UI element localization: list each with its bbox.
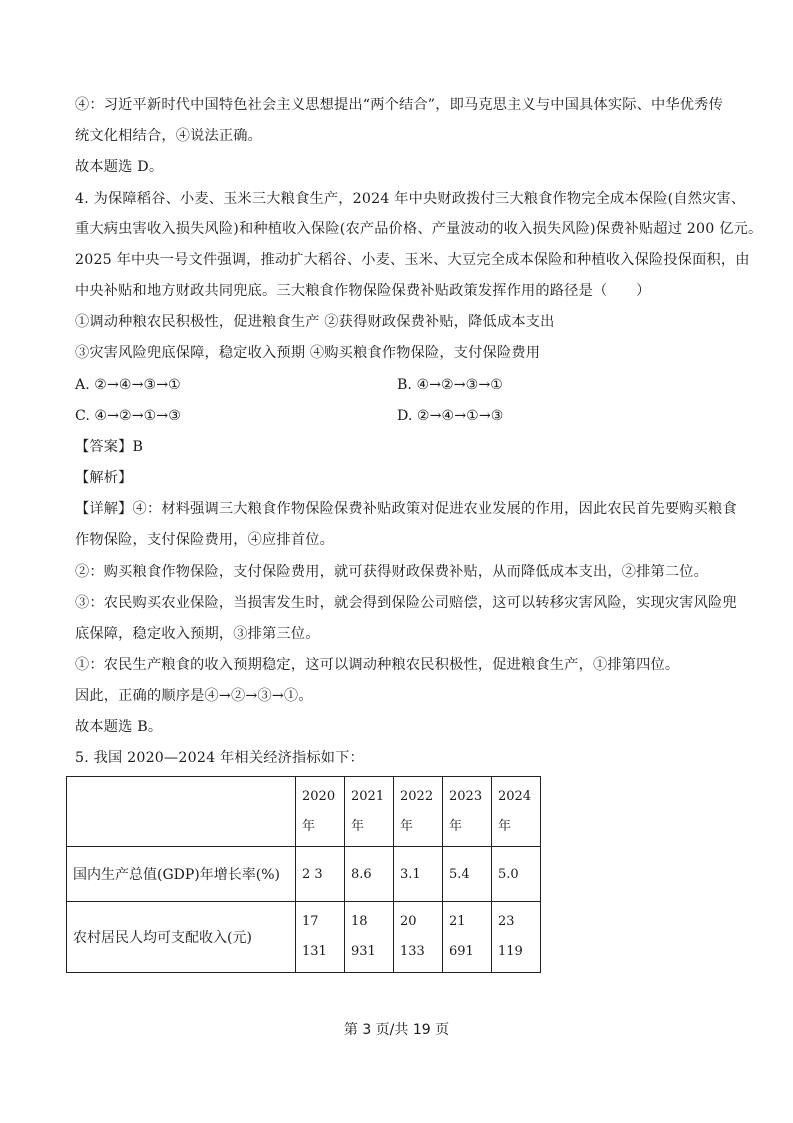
question-4-stem: 4. 为保障稻谷、小麦、玉米三大粮食生产，2024 年中央财政拨付三大粮食作物完全成本保险(自然灾害、: [75, 191, 746, 207]
table-corner-cell: [67, 777, 296, 847]
table-cell: 5.0: [492, 847, 541, 902]
option-c: C. ④→②→①→③: [75, 408, 181, 424]
table-cell: 18 931: [345, 902, 394, 973]
table-cell: 8.6: [345, 847, 394, 902]
table-header-row: [67, 777, 541, 847]
option-a: A. ②→④→③→①: [75, 377, 181, 393]
analysis-line: 【详解】④：材料强调三大粮食作物保险保费补贴政策对促进农业发展的作用，因此农民首先要购买粮食: [75, 501, 737, 517]
option-d: D. ②→④→①→③: [397, 408, 504, 424]
table-cell: 2 3: [296, 847, 345, 902]
table-row-label: 农村居民人均可支配收入(元): [67, 902, 296, 973]
table-cell: 21 691: [443, 902, 492, 973]
analysis-line: ①：农民生产粮食的收入预期稳定，这可以调动种粮农民积极性，促进粮食生产，①排第四位。: [75, 657, 680, 673]
table-year-header: 2021 年: [345, 777, 394, 847]
table-year-header: 2024 年: [492, 777, 541, 847]
table-cell: 5.4: [443, 847, 492, 902]
text-line: 重大病虫害收入损失风险)和种植收入保险(农产品价格、产量波动的收入损失风险)保费补贴超过 200 亿元。: [75, 221, 763, 237]
analysis-line: 因此，正确的顺序是④→②→③→①。: [75, 688, 313, 704]
analysis-line: ②：购买粮食作物保险，支付保险费用，就可获得财政保费补贴，从而降低成本支出，②排第二位。: [75, 564, 709, 580]
table-cell: 3.1: [394, 847, 443, 902]
analysis-line: 底保障，稳定收入预期，③排第三位。: [75, 626, 320, 642]
analysis-line: 作物保险，支付保险费用，④应排首位。: [75, 532, 334, 548]
text-line: 2025 年中央一号文件强调，推动扩大稻谷、小麦、玉米、大豆完全成本保险和种植收入保险投保面积，由: [75, 252, 750, 268]
table-cell: 20 133: [394, 902, 443, 973]
table-year-header: 2022 年: [394, 777, 443, 847]
table-row: [67, 847, 541, 902]
question-5-intro: 5. 我国 2020—2024 年相关经济指标如下：: [75, 750, 364, 766]
analysis-line: 故本题选 B。: [75, 719, 163, 735]
text-line: 统文化相结合，④说法正确。: [75, 128, 263, 144]
table-row-label: 国内生产总值(GDP)年增长率(%): [67, 847, 296, 902]
text-line: ④：习近平新时代中国特色社会主义思想提出“两个结合”，即马克思主义与中国具体实际、中华优秀传: [75, 97, 723, 113]
analysis-heading: 【解析】: [75, 470, 133, 486]
option-b: B. ④→②→③→①: [397, 377, 503, 393]
analysis-line: ③：农民购买农业保险，当损害发生时，就会得到保险公司赔偿，这可以转移灾害风险，实现灾害风险兜: [75, 595, 737, 611]
table-year-header: 2023 年: [443, 777, 492, 847]
page-footer: 第 3 页/共 19 页: [343, 1022, 450, 1038]
economic-indicators-table: [66, 776, 541, 973]
answer: 【答案】B: [75, 439, 144, 455]
choice-statement: ①调动种粮农民积极性，促进粮食生产 ②获得财政保费补贴，降低成本支出: [75, 314, 555, 330]
text-line: 故本题选 D。: [75, 159, 164, 175]
table-cell: 23 119: [492, 902, 541, 973]
table-year-header: 2020 年: [296, 777, 345, 847]
table-row: [67, 902, 541, 973]
choice-statement: ③灾害风险兜底保障，稳定收入预期 ④购买粮食作物保险，支付保险费用: [75, 345, 541, 361]
text-line: 中央补贴和地方财政共同兜底。三大粮食作物保险保费补贴政策发挥作用的路径是（ ）: [75, 283, 651, 299]
table-cell: 17 131: [296, 902, 345, 973]
